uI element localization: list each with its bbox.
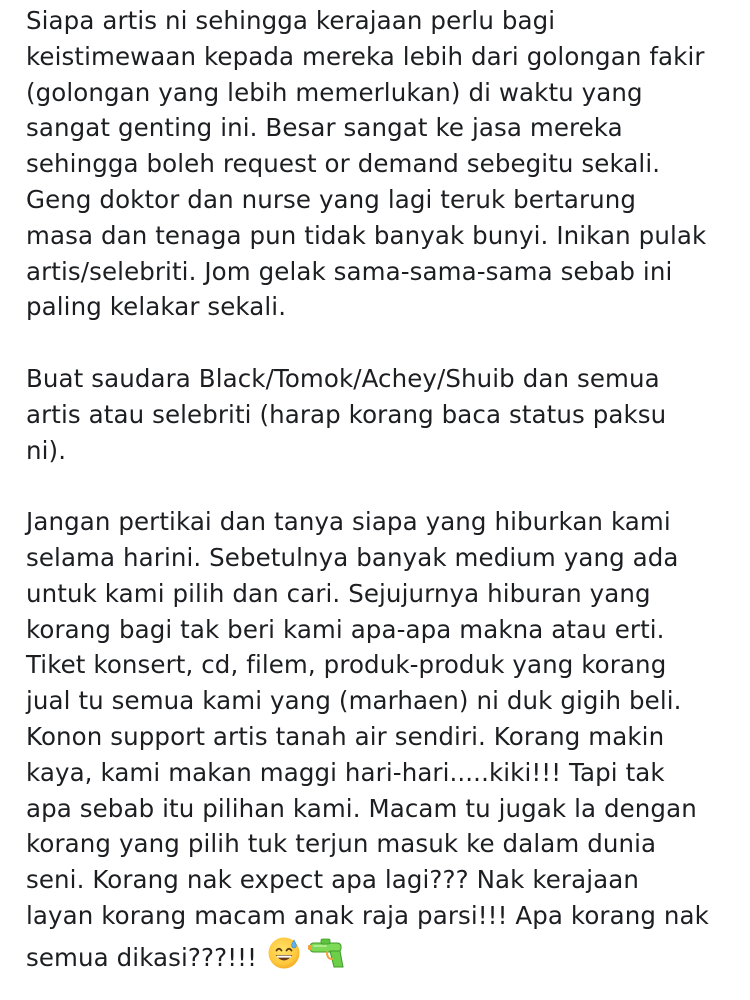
text-line: sehingga boleh request or demand sebegitu sekali. (26, 149, 661, 179)
text-line: masa dan tenaga pun tidak banyak bunyi. Inikan pulak (26, 220, 707, 250)
text-line: kaya, kami makan maggi hari-hari.....kiki!!! Tapi tak (26, 757, 665, 787)
text-line: sangat genting ini. Besar sangat ke jasa mereka (26, 113, 623, 143)
text-line: jual tu semua kami yang (marhaen) ni duk gigih beli. (26, 686, 682, 716)
text-line: keistimewaan kepada mereka lebih dari golongan fakir (26, 41, 705, 71)
text-line: seni. Korang nak expect apa lagi??? Nak kerajaan (26, 865, 639, 895)
paragraph-1 (26, 3, 731, 325)
text-line: selama harini. Sebetulnya banyak medium yang ada (26, 542, 679, 572)
text-line: Konon support artis tanah air sendiri. Korang makin (26, 721, 665, 751)
text-line: artis/selebriti. Jom gelak sama-sama-sama sebab ini (26, 256, 673, 286)
text-line: apa sebab itu pilihan kami. Macam tu jugak la dengan (26, 793, 697, 823)
final-line (26, 936, 731, 980)
paragraph-gap (26, 325, 731, 361)
post-text (26, 3, 731, 980)
text-line: Tiket konsert, cd, filem, produk-produk yang korang (26, 650, 667, 680)
text-line: Siapa artis ni sehingga kerajaan perlu bagi (26, 6, 556, 35)
text-line: paling kelakar sekali. (26, 292, 287, 322)
text-line: (golongan yang lebih memerlukan) di waktu yang (26, 77, 643, 107)
text-line: Geng doktor dan nurse yang lagi teruk bertarung (26, 184, 637, 214)
paragraph-gap (26, 468, 731, 504)
text-line: Buat saudara Black/Tomok/Achey/Shuib dan semua (26, 363, 660, 393)
final-line-text: semua dikasi???!!! (26, 942, 258, 972)
text-line: untuk kami pilih dan cari. Sejujurnya hiburan yang (26, 578, 651, 608)
water-pistol-emoji-icon (307, 936, 347, 980)
text-line: artis atau selebriti (harap korang baca status paksu (26, 399, 667, 429)
text-line: korang yang pilih tuk terjun masuk ke dalam dunia (26, 829, 657, 859)
text-line: korang bagi tak beri kami apa-apa makna atau erti. (26, 614, 665, 644)
paragraph-2 (26, 361, 731, 468)
grinning-sweat-emoji-icon (267, 936, 301, 980)
text-line: layan korang macam anak raja parsi!!! Apa korang nak (26, 900, 709, 930)
paragraph-3 (26, 504, 731, 980)
text-line: Jangan pertikai dan tanya siapa yang hiburkan kami (26, 507, 671, 537)
text-line: ni). (26, 435, 67, 465)
